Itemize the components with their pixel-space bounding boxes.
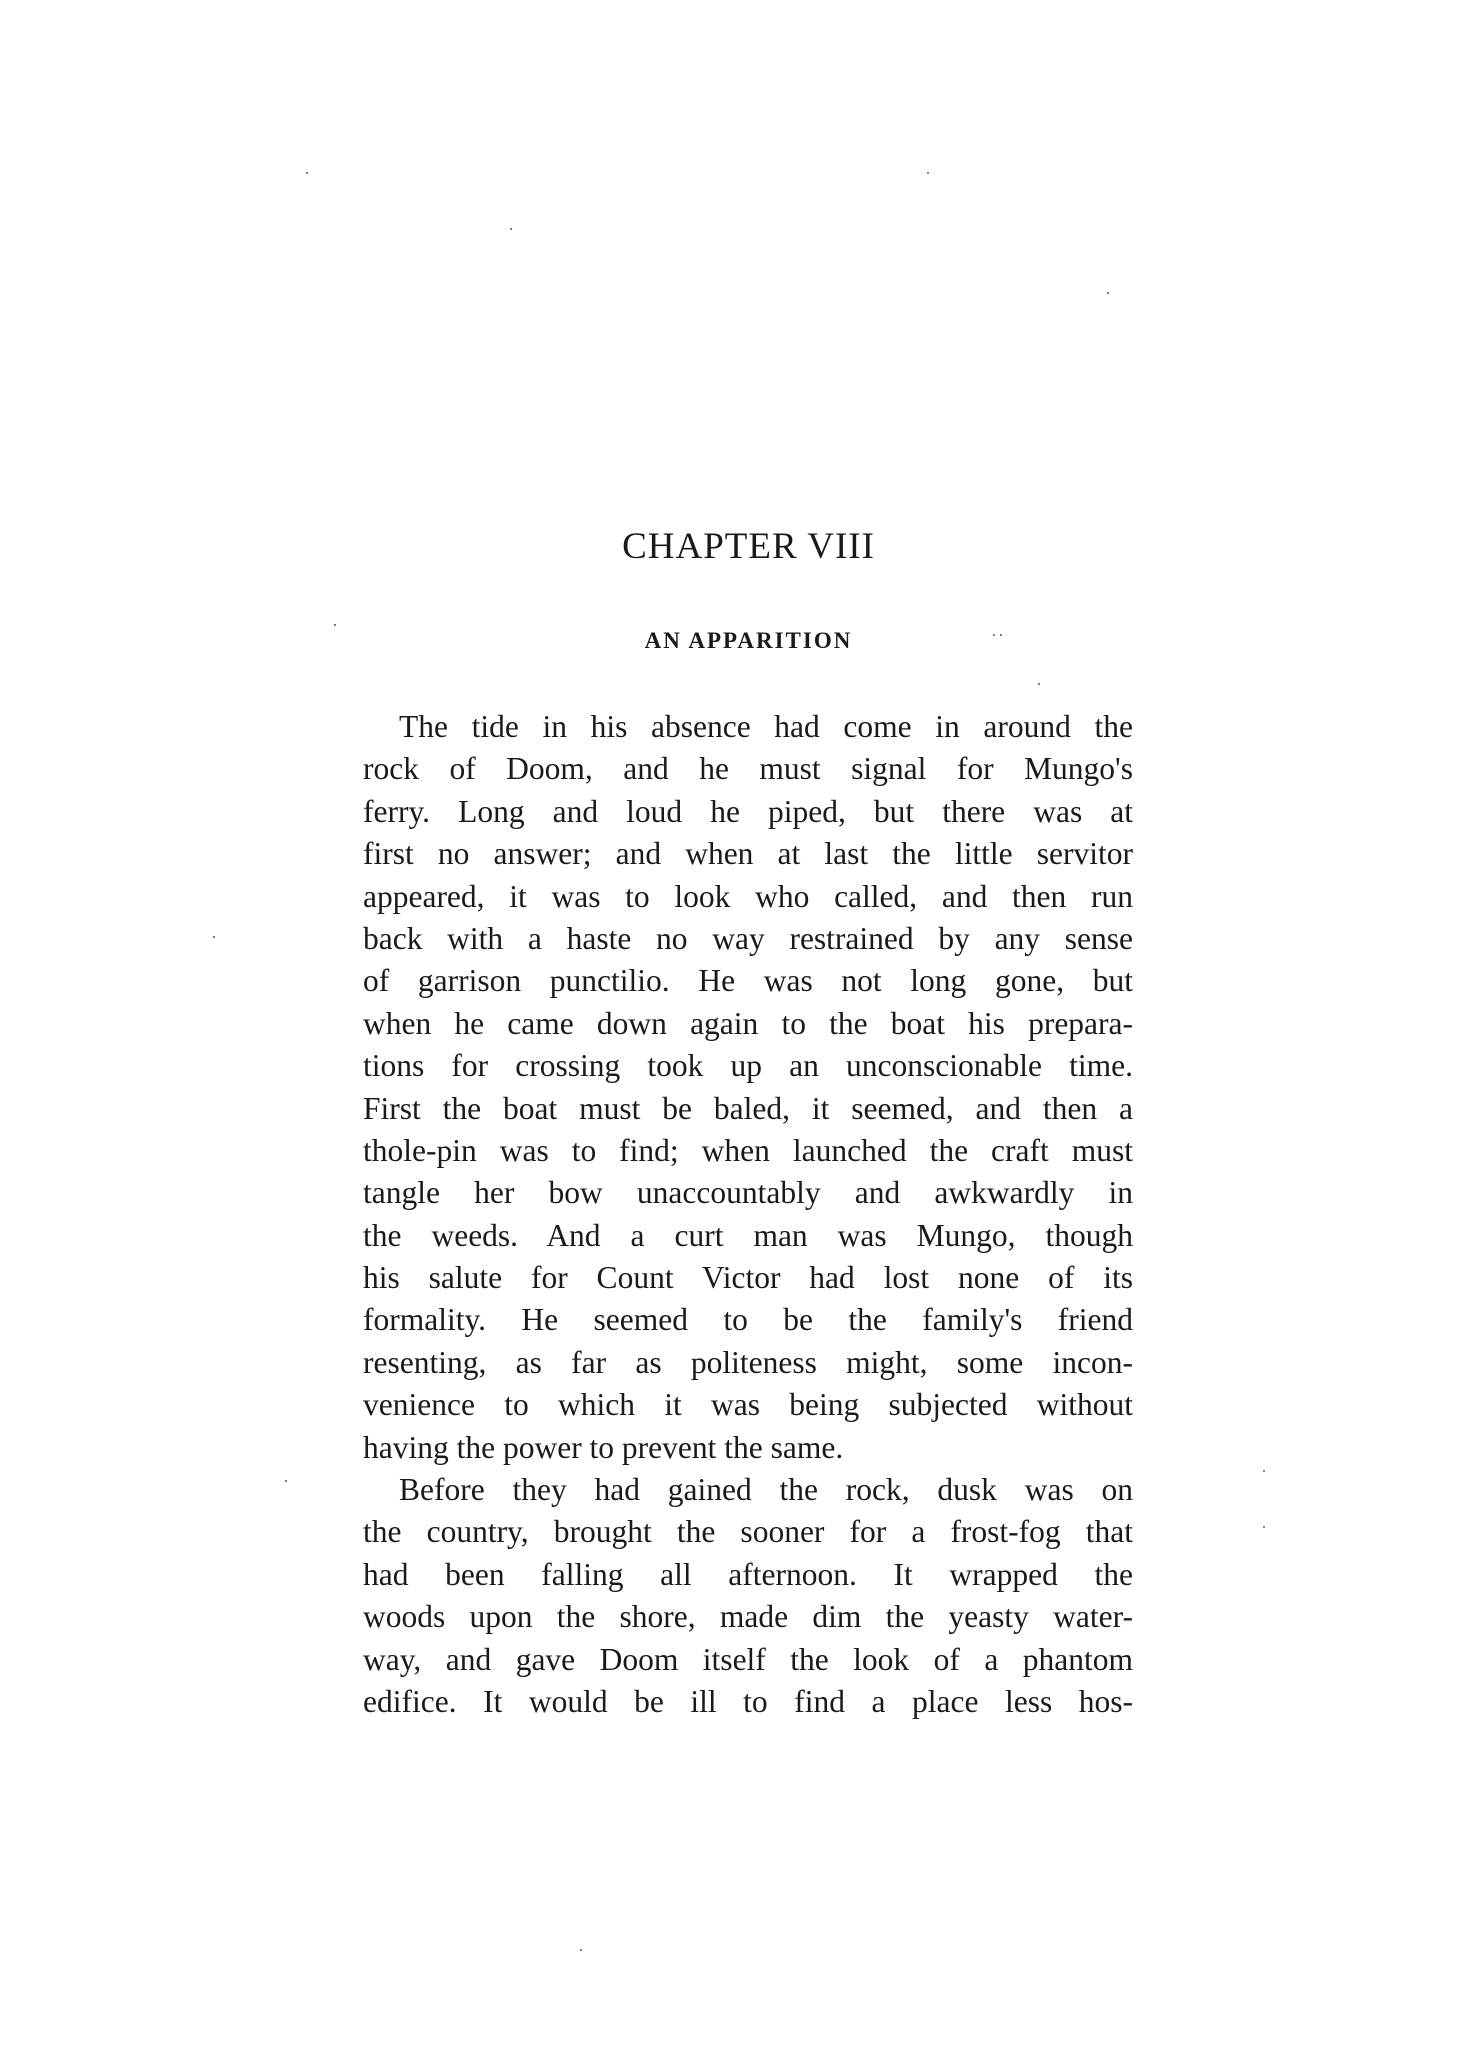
chapter-title: CHAPTER VIII bbox=[622, 526, 875, 567]
text-line: resenting, as far as politeness might, some incon- bbox=[363, 1344, 1133, 1380]
scan-speck bbox=[306, 172, 308, 174]
text-line: the country, brought the sooner for a frost-fog that bbox=[363, 1514, 1133, 1550]
scan-speck bbox=[1263, 1470, 1265, 1472]
paragraph-1 bbox=[363, 706, 1133, 1469]
text-line: having the power to prevent the same. bbox=[363, 1429, 844, 1465]
scan-speck bbox=[285, 1480, 287, 1482]
scan-speck bbox=[1000, 634, 1002, 636]
text-line: The tide in his absence had come in around the bbox=[399, 709, 1133, 744]
scan-speck bbox=[1107, 292, 1109, 294]
text-line: of garrison punctilio. He was not long gone, but bbox=[363, 963, 1133, 999]
text-line: back with a haste no way restrained by any sense bbox=[363, 920, 1133, 956]
text-line: appeared, it was to look who called, and then run bbox=[363, 878, 1133, 914]
text-line: woods upon the shore, made dim the yeasty water- bbox=[363, 1599, 1133, 1635]
scan-speck bbox=[510, 228, 512, 230]
text-line: tions for crossing took up an unconscionable time. bbox=[363, 1048, 1133, 1084]
scan-speck bbox=[1263, 1526, 1265, 1528]
text-line: thole-pin was to find; when launched the craft must bbox=[363, 1132, 1133, 1168]
text-line: way, and gave Doom itself the look of a phantom bbox=[363, 1641, 1133, 1677]
text-line: formality. He seemed to be the family's friend bbox=[363, 1302, 1133, 1338]
text-line: when he came down again to the boat his prepara- bbox=[363, 1005, 1133, 1041]
chapter-subtitle: AN APPARITION bbox=[644, 628, 853, 653]
text-line: his salute for Count Victor had lost none of its bbox=[363, 1260, 1133, 1296]
text-line: the weeds. And a curt man was Mungo, though bbox=[363, 1217, 1133, 1253]
text-line: venience to which it was being subjected without bbox=[363, 1387, 1133, 1423]
text-line: had been falling all afternoon. It wrapped the bbox=[363, 1556, 1133, 1592]
text-line: Before they had gained the rock, dusk was on bbox=[399, 1472, 1133, 1508]
scan-speck bbox=[213, 936, 215, 938]
scan-speck bbox=[927, 172, 929, 174]
body-text bbox=[363, 706, 1133, 1723]
scan-speck bbox=[580, 1949, 582, 1951]
scan-speck bbox=[334, 624, 336, 626]
scan-speck bbox=[1038, 683, 1040, 685]
text-line: first no answer; and when at last the little servitor bbox=[363, 836, 1133, 872]
text-line: ferry. Long and loud he piped, but there was at bbox=[363, 793, 1133, 829]
text-line: First the boat must be baled, it seemed, and then a bbox=[363, 1090, 1133, 1126]
scan-speck bbox=[993, 634, 995, 636]
text-line: rock of Doom, and he must signal for Mungo's bbox=[363, 751, 1133, 787]
paragraph-2 bbox=[363, 1469, 1133, 1723]
text-line: tangle her bow unaccountably and awkwardly in bbox=[363, 1175, 1133, 1211]
text-line: edifice. It would be ill to find a place less hos- bbox=[363, 1683, 1133, 1719]
